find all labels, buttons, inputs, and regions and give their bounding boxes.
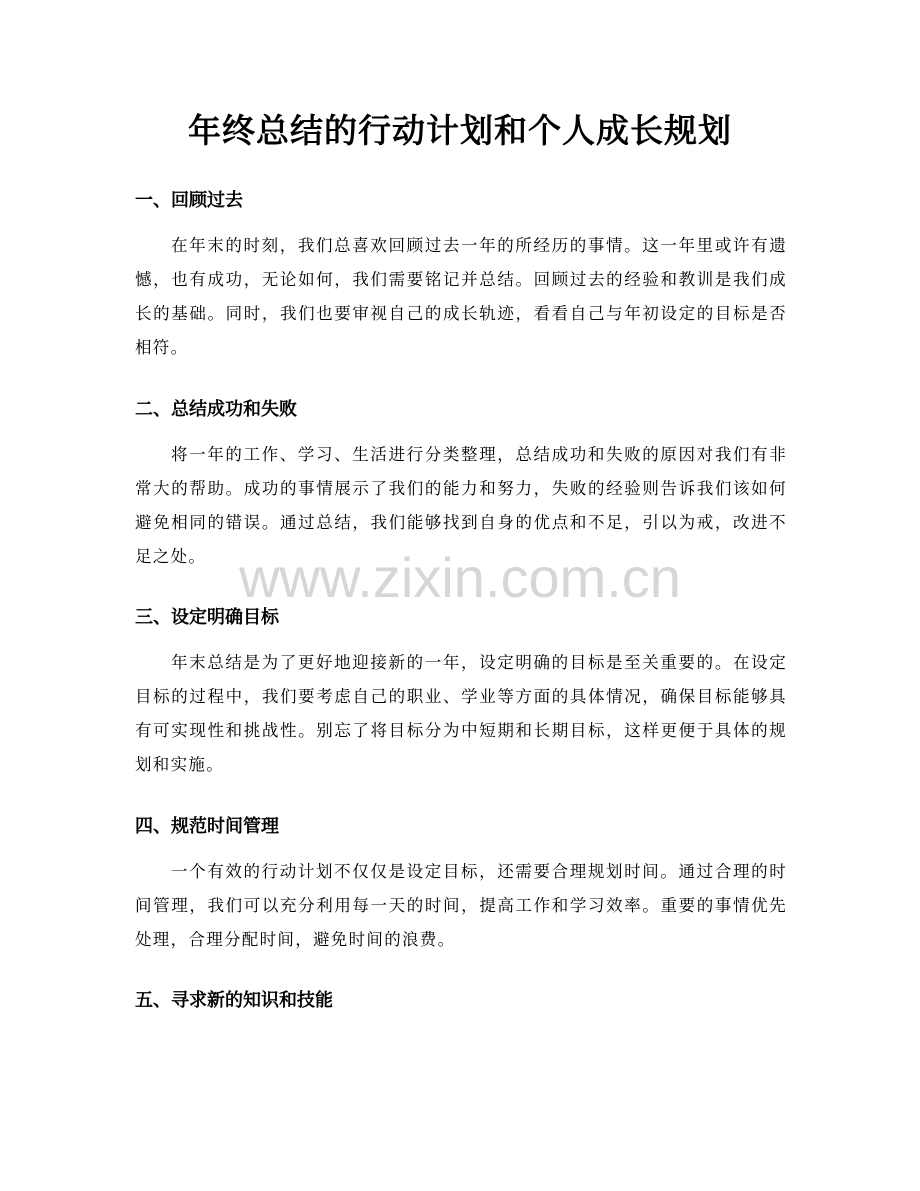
section-paragraph: 一个有效的行动计划不仅仅是设定目标，还需要合理规划时间。通过合理的时间管理，我们可以充分利用每一天的时间，提高工作和学习效率。重要的事情优先处理，合理分配时间，避免时间的浪费。 bbox=[135, 862, 787, 949]
section-time-management bbox=[135, 814, 787, 957]
section-heading: 四、规范时间管理 bbox=[135, 816, 279, 837]
section-paragraph: 在年末的时刻，我们总喜欢回顾过去一年的所经历的事情。这一年里或许有遗憾，也有成功，无论如何，我们需要铭记并总结。回顾过去的经验和教训是我们成长的基础。同时，我们也要审视自己的成长轨迹，看看自己与年初设定的目标是否相符。 bbox=[135, 236, 787, 357]
section-new-knowledge-skills bbox=[135, 988, 787, 1029]
section-heading: 二、总结成功和失败 bbox=[135, 399, 297, 420]
section-heading: 五、寻求新的知识和技能 bbox=[135, 990, 333, 1011]
section-review-past bbox=[135, 188, 787, 365]
watermark: www.zixin.com.cn bbox=[239, 546, 681, 609]
section-summarize-success-failure bbox=[135, 397, 787, 574]
section-heading: 一、回顾过去 bbox=[135, 190, 243, 211]
document-title: 年终总结的行动计划和个人成长规划 bbox=[188, 111, 732, 150]
section-paragraph: 年末总结是为了更好地迎接新的一年，设定明确的目标是至关重要的。在设定目标的过程中，我们要考虑自己的职业、学业等方面的具体情况，确保目标能够具有可实现性和挑战性。别忘了将目标分为中短期和长期目标，这样更便于具体的规划和实施。 bbox=[135, 653, 787, 774]
section-paragraph: 将一年的工作、学习、生活进行分类整理，总结成功和失败的原因对我们有非常大的帮助。成功的事情展示了我们的能力和努力，失败的经验则告诉我们该如何避免相同的错误。通过总结，我们能够找到自身的优点和不足，引以为戒，改进不足之处。 bbox=[135, 445, 787, 566]
section-heading: 三、设定明确目标 bbox=[135, 607, 279, 628]
section-set-clear-goals bbox=[135, 605, 787, 782]
